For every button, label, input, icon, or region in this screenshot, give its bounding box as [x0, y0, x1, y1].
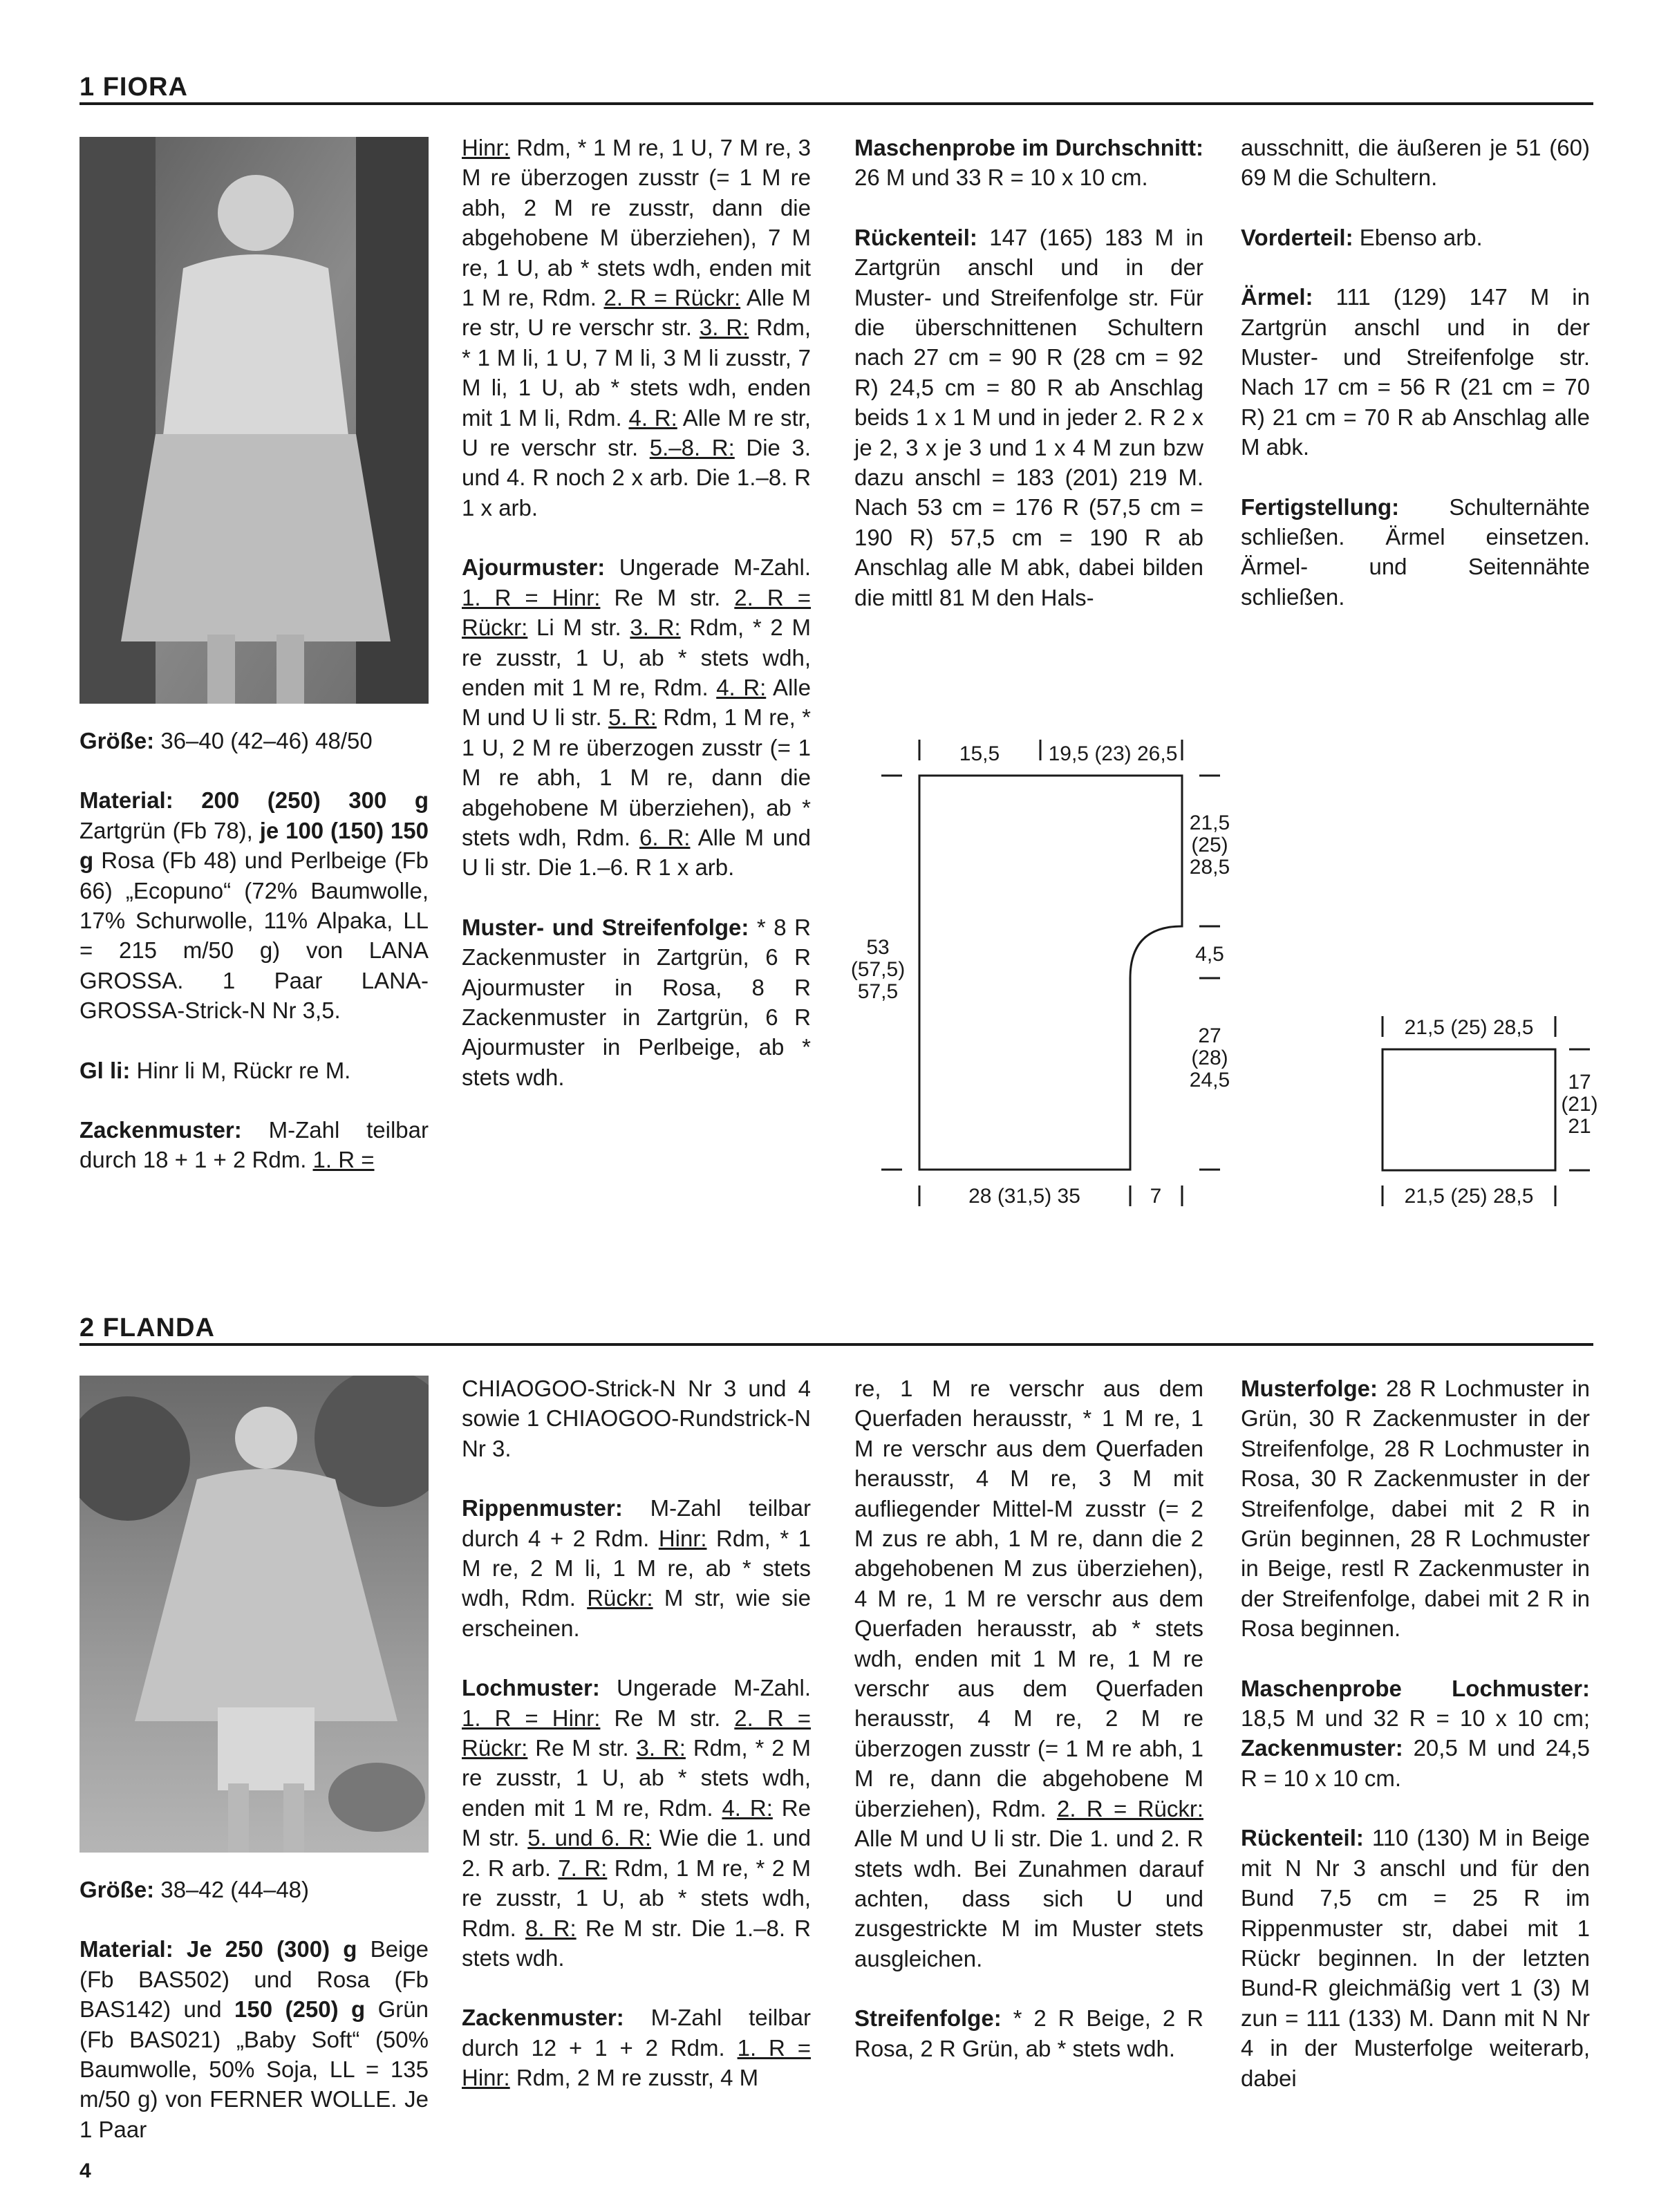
dim-bottom-left: 28 (31,5) 35	[968, 1185, 1080, 1208]
dim-right-a1: 21,5	[1189, 812, 1230, 834]
flanda-column-4: Musterfolge: 28 R Lochmuster in Grün, 30 R Zackenmuster in der Streifenfolge, 28 R Lochmuster in Rosa, 30 R Zackenmuster in der Streifenfolge, dabei mit 2 R in Grün beginnen, 28 R Lochmuster in Beige, restl R Zackenmuster in der Streifenfolge, dabei mit 2 R in Rosa beginnen. Maschenprobe Lochmuster: 18,5 M und 32 R = 10 x 10 cm; Zackenmuster: 20,5 M und 24,5 R = 10 x 10 cm. Rückenteil: 110 (130) M in Beige mit N Nr 3 anschl und für den Bund 7,5 cm = 25 R im Rippenmuster str, dabei mit 1 Rückr beginnen. In der letzten Bund-R gleichmäßig vert 1 (3) M zun = 111 (133) M. Dann mit N Nr 4 in der Musterfolge weiterarb, dabei	[1241, 1376, 1590, 2091]
dim-top-right: 19,5 (23) 26,5	[1048, 742, 1178, 765]
section-divider	[79, 102, 1593, 105]
dim-left-3: 57,5	[857, 980, 899, 1003]
section-title-fiora: 1 FIORA	[79, 73, 188, 102]
dim-bottom-right: 7	[1150, 1185, 1162, 1208]
dim-top-left: 15,5	[959, 742, 1000, 765]
fiora-column-2: Hinr: Rdm, * 1 M re, 1 U, 7 M re, 3 M re überzogen zusstr (= 1 M re abh, 2 M re zusstr, dann die abgehobene M überziehen), 7 M re, 1 U, ab * stets wdh, enden mit 1 M re, Rdm. 2. R = Rückr: Alle M re str, U re verschr str. 3. R: Rdm, * 1 M li, 1 U, 7 M li, 3 M li zusstr, 7 M li, 1 U, ab * stets wdh, enden mit 1 M li, Rdm. 4. R: Alle M re str, U re verschr str. 5.–8. R: Die 3. und 4. R noch 2 x arb. Die 1.–8. R 1 x arb. Ajourmuster: Ungerade M-Zahl. 1. R = Hinr: Re M str. 2. R = Rückr: Li M str. 3. R: Rdm, * 2 M re zusstr, 1 U, ab * stets wdh, enden mit 1 M re, Rdm. 4. R: Alle M und U li str. 5. R: Rdm, 1 M re, * 1 U, 2 M re überzogen zusstr (= 1 M re abh, 1 M re, dann die abgehobene M überziehen), ab * stets wdh, Rdm. 6. R: Alle M und U li str. Die 1.–6. R 1 x arb. Muster- und Streifenfolge: * 8 R Zackenmuster in Zartgrün, 6 R Ajourmuster in Rosa, 8 R Zackenmuster in Zartgrün, 6 R Ajourmuster in Perlbeige, ab * stets wdh.	[462, 135, 812, 1090]
dim-sleeve-bottom: 21,5 (25) 28,5	[1404, 1185, 1534, 1208]
dim-right-b: 4,5	[1195, 943, 1224, 966]
dim-right-a2: (25)	[1191, 834, 1228, 856]
flanda-column-2: CHIAOGOO-Strick-N Nr 3 und 4 sowie 1 CHIAOGOO-Rundstrick-N Nr 3. Rippenmuster: M-Zahl teilbar durch 4 + 2 Rdm. Hinr: Rdm, * 1 M re, 2 M li, 1 M re, ab * stets wdh, Rdm. Rückr: M str, wie sie erscheinen. Lochmuster: Ungerade M-Zahl. 1. R = Hinr: Re M str. 2. R = Rückr: Re M str. 3. R: Rdm, * 2 M re zusstr, 1 U, ab * stets wdh, enden mit 1 M re, Rdm. 4. R: Re M str. 5. und 6. R: Wie die 1. und 2. R arb. 7. R: Rdm, 1 M re, * 2 M re zusstr, 1 U, ab * stets wdh, Rdm. 8. R: Re M str. Die 1.–8. R stets wdh. Zackenmuster: M-Zahl teilbar durch 12 + 1 + 2 Rdm. 1. R = Hinr: Rdm, 2 M re zusstr, 4 M	[462, 1376, 812, 2091]
model-photo-fiora	[79, 137, 429, 704]
dim-left-2: (57,5)	[850, 958, 906, 981]
dim-left-1: 53	[866, 936, 890, 959]
flanda-column-1: Größe: 38–42 (44–48) Material: Je 250 (300) g Beige (Fb BAS502) und Rosa (Fb BAS142) und 150 (250) g Grün (Fb BAS021) „Baby Soft“ (50% Baumwolle, 50% Soja, LL = 135 m/50 g) von FERNER WOLLE. Je 1 Paar	[79, 1877, 429, 2142]
dim-sleeve-r2: (21)	[1561, 1093, 1598, 1116]
flanda-column-3: re, 1 M re verschr aus dem Querfaden herausstr, * 1 M re, 1 M re verschr aus dem Querfaden herausstr, 4 M re, 3 M mit aufliegender Mittel-M zusstr (= 2 M zus re abh, 1 M re, dann die 2 abgehobenen M zus überziehen), 4 M re, 1 M re verschr aus dem Querfaden herausstr, ab * stets wdh, enden mit 1 M re, 1 M re verschr aus dem Querfaden herausstr, 4 M re, 2 M re überzogen zusstr (= 1 M re abh, 1 M re, dann die abgehobene M überziehen), Rdm. 2. R = Rückr: Alle M und U li str. Die 1. und 2. R stets wdh. Bei Zunahmen darauf achten, dass sich U und zusgestrickte M im Muster stets ausgleichen. Streifenfolge: * 2 R Beige, 2 R Rosa, 2 R Grün, ab * stets wdh.	[854, 1376, 1203, 2061]
schematic-diagram	[843, 733, 1618, 1230]
dim-sleeve-r1: 17	[1568, 1071, 1591, 1094]
back-piece-outline	[919, 776, 1182, 1170]
section-title-flanda: 2 FLANDA	[79, 1313, 215, 1342]
fiora-column-3: Maschenprobe im Durchschnitt: 26 M und 33 R = 10 x 10 cm. Rückenteil: 147 (165) 183 M in Zartgrün anschl und in der Muster- und Streifenfolge str. Für die überschnittenen Schultern nach 27 cm = 90 R (28 cm = 92 R) 24,5 cm = 80 R ab Anschlag beids 1 x 1 M und in jeder 2. R 2 x je 2, 3 x je 3 und 1 x 4 M zun bzw dazu anschl = 183 (201) 219 M. Nach 53 cm = 176 R (57,5 cm = 190 R) 57,5 cm = 190 R ab Anschlag alle M abk, dabei bilden die mittl 81 M den Hals-	[854, 135, 1203, 610]
sleeve-outline	[1382, 1049, 1555, 1170]
dim-right-c3: 24,5	[1189, 1069, 1230, 1091]
section-divider	[79, 1343, 1593, 1346]
model-photo-flanda	[79, 1376, 429, 1853]
fiora-column-4: ausschnitt, die äußeren je 51 (60) 69 M die Schultern. Vorderteil: Ebenso arb. Ärmel: 111 (129) 147 M in Zartgrün anschl und in der Muster- und Streifenfolge str. Nach 17 cm = 56 R (21 cm = 70 R) 21 cm = 70 R ab Anschlag alle M abk. Fertigstellung: Schulternähte schließen. Ärmel einsetzen. Ärmel- und Seitennähte schließen.	[1241, 135, 1590, 610]
dim-right-a3: 28,5	[1189, 856, 1230, 879]
dim-sleeve-r3: 21	[1568, 1115, 1591, 1138]
dim-right-c2: (28)	[1191, 1047, 1228, 1069]
page-number: 4	[79, 2159, 91, 2182]
dim-right-c1: 27	[1198, 1024, 1221, 1047]
fiora-column-1: Größe: 36–40 (42–46) 48/50 Material: 200 (250) 300 g Zartgrün (Fb 78), je 100 (150) 150 g Rosa (Fb 48) und Perlbeige (Fb 66) „Ecopuno“ (72% Baumwolle, 17% Schurwolle, 11% Alpaka, LL = 215 m/50 g) von LANA GROSSA. 1 Paar LANA-GROSSA-Strick-N Nr 3,5. Gl li: Hinr li M, Rückr re M. Zackenmuster: M-Zahl teilbar durch 18 + 1 + 2 Rdm. 1. R =	[79, 728, 429, 1173]
dim-sleeve-top: 21,5 (25) 28,5	[1404, 1016, 1534, 1039]
